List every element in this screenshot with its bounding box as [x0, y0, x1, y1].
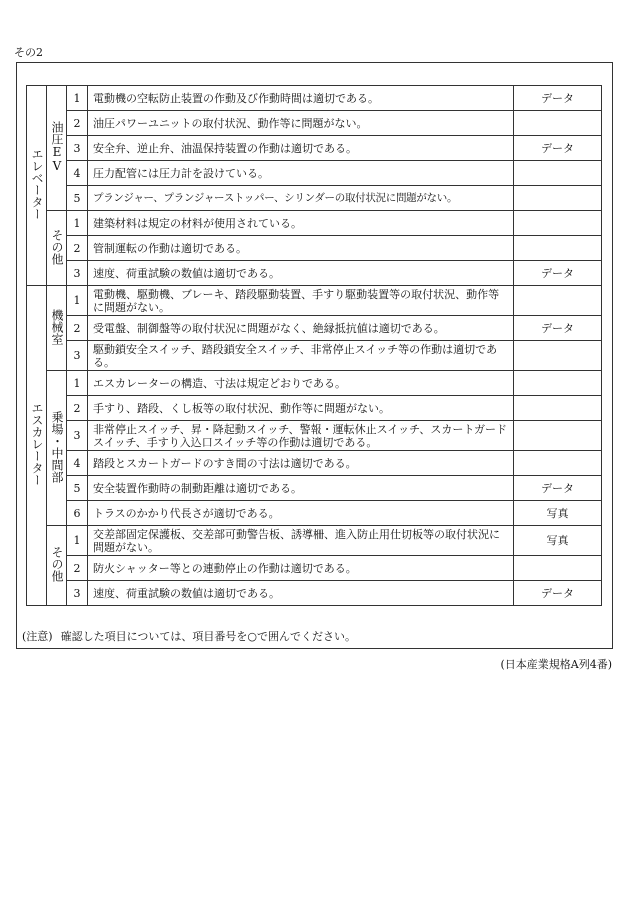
- item-text: 手すり、踏段、くし板等の取付状況、動作等に問題がない。: [88, 396, 514, 421]
- item-number[interactable]: 2: [67, 111, 88, 136]
- item-note: [514, 451, 602, 476]
- item-number[interactable]: 4: [67, 451, 88, 476]
- item-note: データ: [514, 86, 602, 111]
- table-row: [27, 526, 602, 556]
- table-row: [27, 161, 602, 186]
- item-text: 受電盤、制御盤等の取付状況に問題がなく、絶縁抵抗値は適切である。: [88, 316, 514, 341]
- item-note: データ: [514, 581, 602, 606]
- item-number[interactable]: 3: [67, 136, 88, 161]
- item-note: データ: [514, 316, 602, 341]
- item-text: 駆動鎖安全スイッチ、踏段鎖安全スイッチ、非常停止スイッチ等の作動は適切である。: [88, 341, 514, 371]
- subgroup-hydraulic-ev: 油圧EV: [47, 86, 67, 211]
- item-number[interactable]: 1: [67, 211, 88, 236]
- item-text: プランジャー、プランジャーストッパー、シリンダーの取付状況に問題がない。: [88, 186, 514, 211]
- item-number[interactable]: 2: [67, 556, 88, 581]
- table-row: [27, 451, 602, 476]
- item-text: 交差部固定保護板、交差部可動警告板、誘導柵、進入防止用仕切板等の取付状況に問題がない。: [88, 526, 514, 556]
- item-note: [514, 286, 602, 316]
- item-text: 電動機、駆動機、ブレーキ、踏段駆動装置、手すり駆動装置等の取付状況、動作等に問題がない。: [88, 286, 514, 316]
- item-note: 写真: [514, 501, 602, 526]
- item-number[interactable]: 2: [67, 236, 88, 261]
- table-row: [27, 111, 602, 136]
- table-row: [27, 186, 602, 211]
- item-note: [514, 161, 602, 186]
- item-note: [514, 111, 602, 136]
- subgroup-landing-middle: 乗場・中間部: [47, 371, 67, 526]
- item-note: [514, 396, 602, 421]
- item-number[interactable]: 2: [67, 316, 88, 341]
- item-text: トラスのかかり代長さが適切である。: [88, 501, 514, 526]
- subgroup-escalator-other: その他: [47, 526, 67, 606]
- item-text: エスカレーターの構造、寸法は規定どおりである。: [88, 371, 514, 396]
- item-number[interactable]: 3: [67, 421, 88, 451]
- page-label: その2: [14, 46, 43, 59]
- inspection-table: [26, 85, 602, 606]
- item-text: 建築材料は規定の材料が使用されている。: [88, 211, 514, 236]
- item-note: データ: [514, 136, 602, 161]
- item-note: [514, 236, 602, 261]
- item-text: 管制運転の作動は適切である。: [88, 236, 514, 261]
- item-note: [514, 556, 602, 581]
- item-number[interactable]: 3: [67, 581, 88, 606]
- item-number[interactable]: 1: [67, 86, 88, 111]
- item-text: 電動機の空転防止装置の作動及び作動時間は適切である。: [88, 86, 514, 111]
- item-note: データ: [514, 476, 602, 501]
- item-number[interactable]: 3: [67, 341, 88, 371]
- item-number[interactable]: 1: [67, 526, 88, 556]
- table-row: [27, 236, 602, 261]
- table-row: [27, 286, 602, 316]
- item-note: 写真: [514, 526, 602, 556]
- item-text: 安全弁、逆止弁、油温保持装置の作動は適切である。: [88, 136, 514, 161]
- table-row: [27, 396, 602, 421]
- group-elevator: エレベーター: [27, 86, 47, 286]
- caution-note: [22, 628, 364, 644]
- item-note: [514, 211, 602, 236]
- table-row: [27, 556, 602, 581]
- item-text: 速度、荷重試験の数値は適切である。: [88, 581, 514, 606]
- table-row: [27, 136, 602, 161]
- item-note: [514, 186, 602, 211]
- item-text: 速度、荷重試験の数値は適切である。: [88, 261, 514, 286]
- table-row: [27, 86, 602, 111]
- table-row: [27, 581, 602, 606]
- item-text: 防火シャッター等との連動停止の作動は適切である。: [88, 556, 514, 581]
- item-number[interactable]: 6: [67, 501, 88, 526]
- table-row: [27, 211, 602, 236]
- table-row: [27, 261, 602, 286]
- item-text: 圧力配管には圧力計を設けている。: [88, 161, 514, 186]
- table-row: [27, 501, 602, 526]
- subgroup-elevator-other: その他: [47, 211, 67, 286]
- item-note: [514, 421, 602, 451]
- item-number[interactable]: 1: [67, 371, 88, 396]
- item-number[interactable]: 4: [67, 161, 88, 186]
- item-note: [514, 341, 602, 371]
- item-text: 安全装置作動時の制動距離は適切である。: [88, 476, 514, 501]
- item-text: 非常停止スイッチ、昇・降起動スイッチ、警報・運転休止スイッチ、スカートガードスイッチ、手すり入込口スイッチ等の作動は適切である。: [88, 421, 514, 451]
- caution-text: 確認した項目については、項目番号を○で囲んでください。: [60, 630, 356, 643]
- item-text: 油圧パワーユニットの取付状況、動作等に問題がない。: [88, 111, 514, 136]
- table-row: [27, 476, 602, 501]
- item-note: データ: [514, 261, 602, 286]
- item-number[interactable]: 5: [67, 186, 88, 211]
- item-note: [514, 371, 602, 396]
- item-number[interactable]: 1: [67, 286, 88, 316]
- subgroup-machine-room: 機械室: [47, 286, 67, 371]
- item-text: 踏段とスカートガードのすき間の寸法は適切である。: [88, 451, 514, 476]
- item-number[interactable]: 3: [67, 261, 88, 286]
- item-number[interactable]: 2: [67, 396, 88, 421]
- paper-size-footer: (日本産業規格A列4番): [500, 658, 612, 671]
- item-number[interactable]: 5: [67, 476, 88, 501]
- table-row: [27, 371, 602, 396]
- table-row: [27, 341, 602, 371]
- table-row: [27, 421, 602, 451]
- group-escalator: エスカレーター: [27, 286, 47, 606]
- caution-label: (注意): [22, 630, 53, 643]
- table-row: [27, 316, 602, 341]
